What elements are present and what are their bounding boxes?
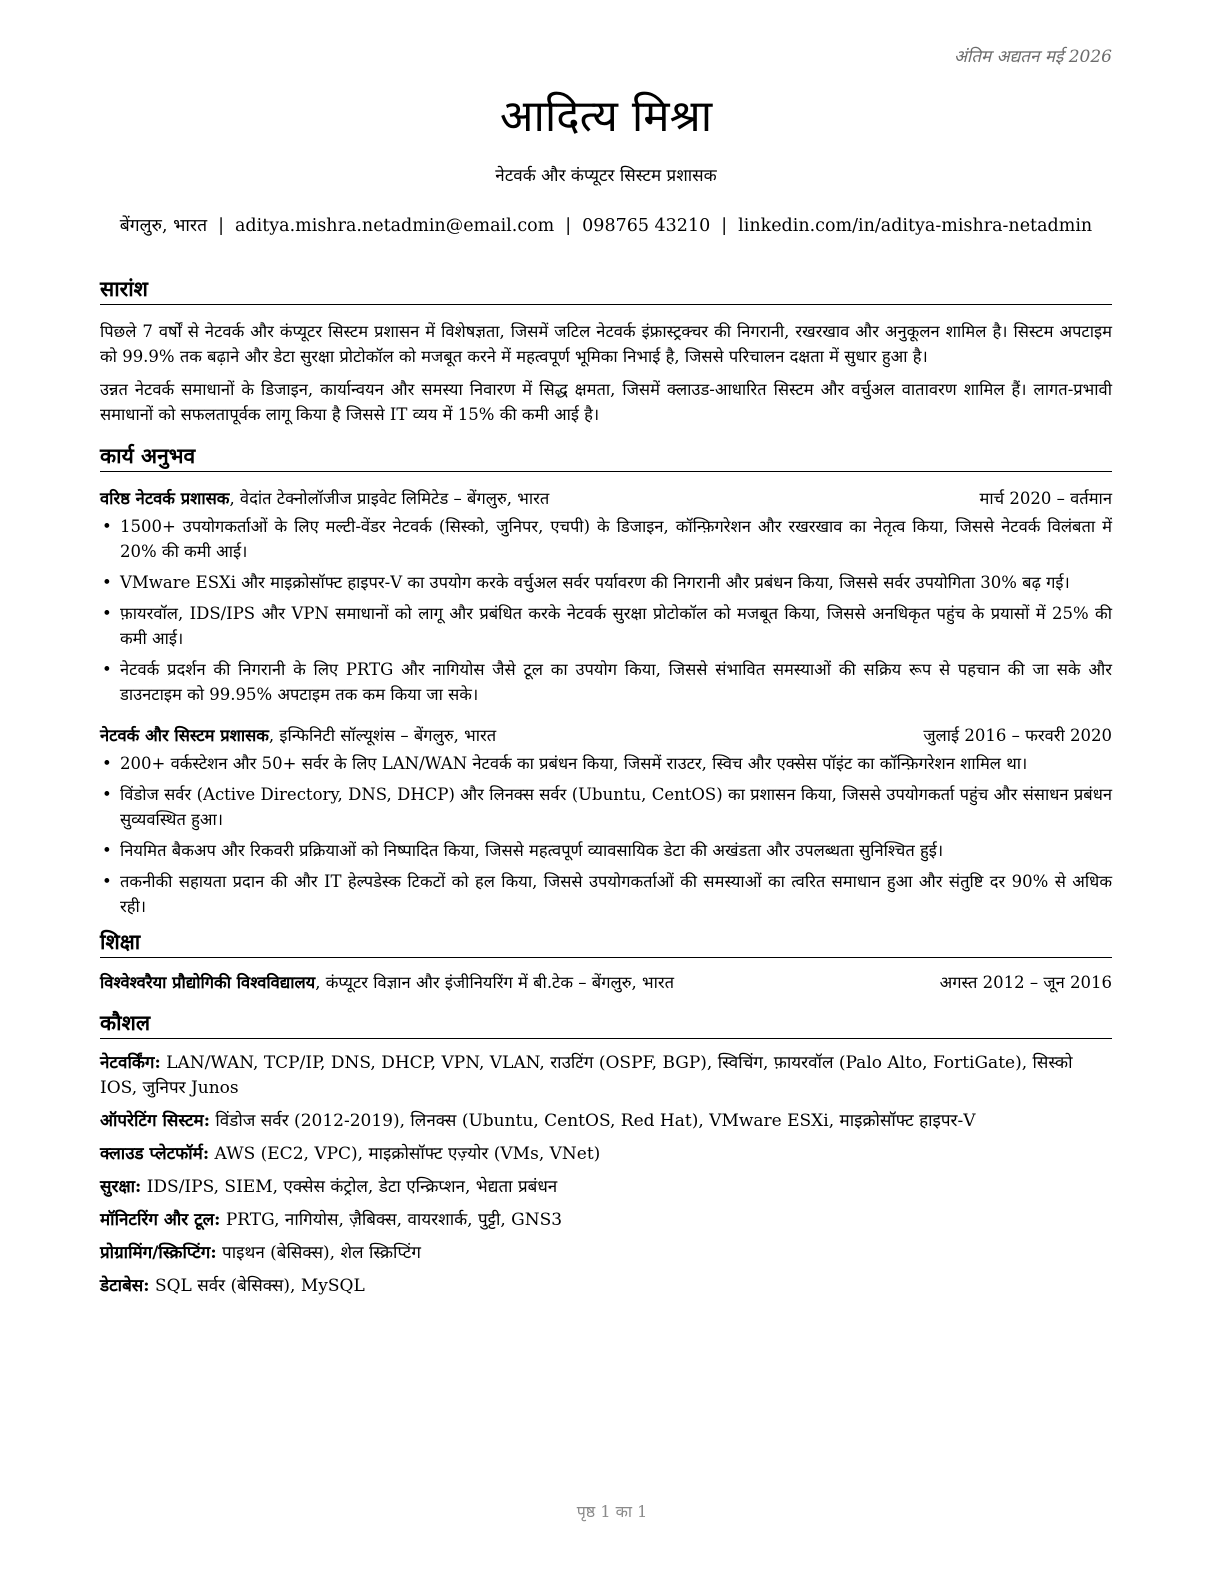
skill-label: सुरक्षा: [100, 1177, 142, 1197]
skill-label: डेटाबेस: [100, 1276, 150, 1296]
job-role-org [100, 723, 496, 749]
contact-separator: | [721, 216, 728, 236]
education-section [100, 927, 1112, 996]
education-degree: , कंप्यूटर विज्ञान और इंजीनियरिंग में बी.टेक – बेंगलुरु, भारत [315, 973, 675, 992]
skill-row [100, 1142, 1112, 1167]
job-bullets [100, 514, 1112, 707]
job-role: नेटवर्क और सिस्टम प्रशासक [100, 726, 269, 745]
last-updated: अंतिम अद्यतन मई 2026 [953, 47, 1112, 67]
skill-label: नेटवर्किंग: [100, 1053, 161, 1073]
job-bullet: • VMware ESXi और माइक्रोसॉफ्ट हाइपर-V का उपयोग करके वर्चुअल सर्वर पर्यावरण की निगरानी और प्रबंधन किया, जिससे सर्वर उपयोगिता 30% बढ़ गई। [120, 570, 1112, 595]
job-org: , इन्फिनिटी सॉल्यूशंस – बेंगलुरु, भारत [268, 726, 497, 745]
skill-label: प्रोग्रामिंग/स्क्रिप्टिंग: [100, 1243, 217, 1263]
job-dates: मार्च 2020 – वर्तमान [979, 489, 1112, 508]
job-role-org [100, 486, 549, 512]
skill-value: विंडोज सर्वर (2012-2019), लिनक्स (Ubuntu, CentOS, Red Hat), VMware ESXi, माइक्रोसॉफ्ट हाइपर-V [209, 1111, 976, 1131]
section-heading-skills: कौशल [100, 1008, 1112, 1039]
skill-value: पाइथन (बेसिक्स), शेल स्क्रिप्टिंग [216, 1243, 421, 1263]
job-bullets [100, 751, 1112, 919]
skill-value: IDS/IPS, SIEM, एक्सेस कंट्रोल, डेटा एन्क्रिप्शन, भेद्यता प्रबंधन [141, 1177, 558, 1197]
skill-row [100, 1109, 1112, 1134]
skill-value: AWS (EC2, VPC), माइक्रोसॉफ्ट एज़्योर (VMs, VNet) [209, 1144, 601, 1164]
job-title: नेटवर्क और कंप्यूटर सिस्टम प्रशासक [495, 166, 717, 186]
contact-location: बेंगलुरु, भारत [119, 216, 208, 236]
job-header [100, 723, 1112, 749]
section-heading-experience: कार्य अनुभव [100, 441, 1112, 472]
job-entry [100, 723, 1112, 919]
job-bullet: • नेटवर्क प्रदर्शन की निगरानी के लिए PRTG और नागियोस जैसे टूल का उपयोग किया, जिससे संभावित समस्याओं की सक्रिय रूप से पहचान की जा सके और डाउनटाइम को 99.95% अपटाइम तक कम किया जा सके। [120, 657, 1112, 707]
skill-row [100, 1274, 1112, 1299]
education-institution-degree [100, 970, 674, 996]
section-heading-summary: सारांश [100, 274, 1112, 305]
summary-section [100, 274, 1112, 427]
page-number: पृष्ठ 1 का 1 [576, 1502, 648, 1521]
job-dates: जुलाई 2016 – फरवरी 2020 [923, 726, 1112, 745]
skill-label: ऑपरेटिंग सिस्टम: [100, 1111, 210, 1131]
skill-label: मॉनिटरिंग और टूल: [100, 1210, 221, 1230]
education-entry [100, 970, 1112, 996]
contact-phone[interactable]: 098765 43210 [582, 216, 711, 236]
education-institution: विश्वेश्वरैया प्रौद्योगिकी विश्वविद्यालय [100, 973, 316, 992]
candidate-name: आदित्य मिश्रा [499, 91, 713, 142]
section-heading-education: शिक्षा [100, 927, 1112, 958]
skill-value: PRTG, नागियोस, ज़ैबिक्स, वायरशार्क, पुट्टी, GNS3 [220, 1210, 563, 1230]
job-role: वरिष्ठ नेटवर्क प्रशासक [100, 489, 230, 508]
summary-paragraph: उन्नत नेटवर्क समाधानों के डिजाइन, कार्यान्वयन और समस्या निवारण में सिद्ध क्षमता, जिसमें क्लाउड-आधारित सिस्टम और वर्चुअल वातावरण शामिल हैं। लागत-प्रभावी समाधानों को सफलतापूर्वक लागू किया है जिससे IT व्यय में 15% की कमी आई है। [100, 380, 1112, 424]
summary-paragraph: पिछले 7 वर्षों से नेटवर्क और कंप्यूटर सिस्टम प्रशासन में विशेषज्ञता, जिसमें जटिल नेटवर्क इंफ्रास्ट्रक्चर की निगरानी, रखरखाव और अनुकूलन शामिल है। सिस्टम अपटाइम को 99.9% तक बढ़ाने और डेटा सुरक्षा प्रोटोकॉल को मजबूत करने में महत्वपूर्ण भूमिका निभाई है, जिससे परिचालन दक्षता में सुधार हुआ है। [100, 322, 1112, 366]
contact-separator: | [218, 216, 224, 236]
job-header [100, 486, 1112, 512]
skills-list [100, 1051, 1112, 1299]
contact-linkedin[interactable]: linkedin.com/in/aditya-mishra-netadmin [738, 216, 1093, 236]
job-bullet: • नियमित बैकअप और रिकवरी प्रक्रियाओं को निष्पादित किया, जिससे महत्वपूर्ण व्यावसायिक डेटा की अखंडता और उपलब्धता सुनिश्चित हुई। [120, 838, 1112, 863]
education-dates: अगस्त 2012 – जून 2016 [939, 973, 1112, 992]
contact-email[interactable]: aditya.mishra.netadmin@email.com [234, 216, 555, 236]
contact-line [100, 214, 1112, 238]
job-bullet: • 1500+ उपयोगकर्ताओं के लिए मल्टी-वेंडर नेटवर्क (सिस्को, जुनिपर, एचपी) के डिजाइन, कॉन्फ़िगरेशन और रखरखाव का नेतृत्व किया, जिससे नेटवर्क विलंबता में 20% की कमी आई। [120, 514, 1112, 564]
skill-row [100, 1175, 1112, 1200]
summary-body [100, 319, 1112, 427]
contact-separator: | [565, 216, 572, 236]
job-bullet: • विंडोज सर्वर (Active Directory, DNS, DHCP) और लिनक्स सर्वर (Ubuntu, CentOS) का प्रशासन किया, जिससे उपयोगकर्ता पहुंच और संसाधन प्रबंधन सुव्यवस्थित हुआ। [120, 782, 1112, 832]
job-entry [100, 486, 1112, 707]
job-bullet: • फ़ायरवॉल, IDS/IPS और VPN समाधानों को लागू और प्रबंधित करके नेटवर्क सुरक्षा प्रोटोकॉल को मजबूत किया, जिससे अनधिकृत पहुंच के प्रयासों में 25% की कमी आई। [120, 601, 1112, 651]
job-bullet: • 200+ वर्कस्टेशन और 50+ सर्वर के लिए LAN/WAN नेटवर्क का प्रबंधन किया, जिसमें राउटर, स्विच और एक्सेस पॉइंट का कॉन्फ़िगरेशन शामिल था। [120, 751, 1112, 776]
skill-row [100, 1051, 1112, 1101]
skill-value: LAN/WAN, TCP/IP, DNS, DHCP, VPN, VLAN, राउटिंग (OSPF, BGP), स्विचिंग, फ़ायरवॉल (Palo Alto, FortiGate), सिस्को IOS, जुनिपर Junos [100, 1053, 1073, 1098]
job-bullet: • तकनीकी सहायता प्रदान की और IT हेल्पडेस्क टिकटों को हल किया, जिससे उपयोगकर्ताओं की समस्याओं का त्वरित समाधान हुआ और संतुष्टि दर 90% से अधिक रही। [120, 869, 1112, 919]
skill-value: SQL सर्वर (बेसिक्स), MySQL [149, 1276, 365, 1296]
skills-section [100, 1008, 1112, 1299]
skill-row [100, 1208, 1112, 1233]
skill-label: क्लाउड प्लेटफॉर्म: [100, 1144, 210, 1164]
skill-row [100, 1241, 1112, 1266]
job-org: , वेदांत टेक्नोलॉजीज प्राइवेट लिमिटेड – बेंगलुरु, भारत [229, 489, 550, 508]
experience-section [100, 441, 1112, 919]
